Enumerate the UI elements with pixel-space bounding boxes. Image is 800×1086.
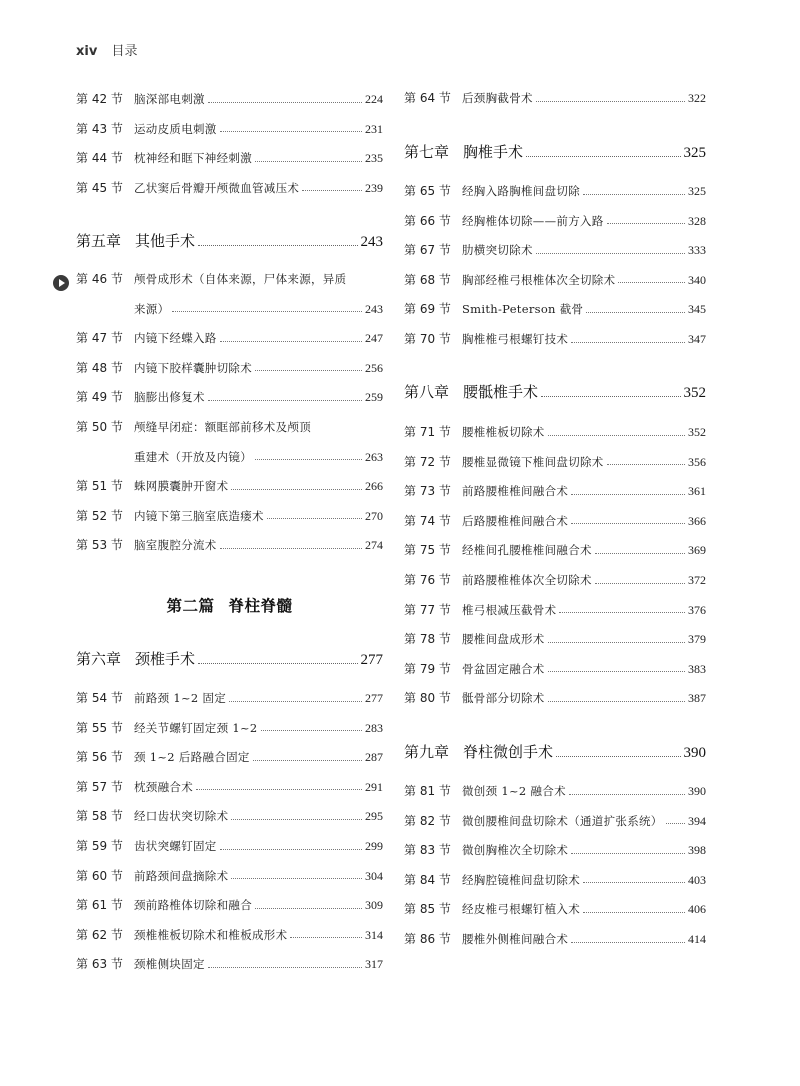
section-number: 第 65 节 xyxy=(404,184,451,198)
section-number: 第 75 节 xyxy=(404,543,451,558)
toc-entry[interactable] xyxy=(404,898,706,920)
toc-entry[interactable] xyxy=(76,805,383,827)
section-title: 颈前路椎体切除和融合 xyxy=(134,898,252,913)
toc-entry[interactable] xyxy=(76,327,383,349)
section-title: 椎弓根减压截骨术 xyxy=(462,602,557,617)
toc-entry[interactable] xyxy=(404,210,706,232)
section-number: 第 50 节 xyxy=(76,420,123,434)
dot-leader xyxy=(571,494,685,495)
toc-entry[interactable] xyxy=(76,534,383,556)
section-number: 第 54 节 xyxy=(76,691,123,705)
section-page: 322 xyxy=(688,91,706,105)
chapter-heading[interactable] xyxy=(76,646,383,672)
dot-leader xyxy=(302,190,362,191)
toc-entry[interactable] xyxy=(404,328,706,350)
section-page: 283 xyxy=(365,720,383,735)
dot-leader xyxy=(267,518,362,519)
section-title: 枕神经和眶下神经刺激 xyxy=(134,151,252,166)
toc-entry[interactable] xyxy=(76,835,383,857)
toc-entry[interactable] xyxy=(76,505,383,527)
toc-entry[interactable] xyxy=(76,298,383,320)
section-page: 379 xyxy=(688,632,706,647)
section-number: 第 58 节 xyxy=(76,809,123,824)
chapter-number: 第五章 xyxy=(76,232,122,250)
toc-entry[interactable] xyxy=(404,180,706,202)
section-page: 372 xyxy=(688,573,706,587)
section-number: 第 64 节 xyxy=(404,91,451,105)
section-title: 经胸椎体切除——前方入路 xyxy=(462,213,604,228)
chapter-title: 脊柱微创手术 xyxy=(463,743,554,761)
toc-entry[interactable] xyxy=(76,88,383,110)
section-title: 腰椎显微镜下椎间盘切除术 xyxy=(462,454,604,469)
section-page: 291 xyxy=(365,779,383,794)
section-page: 263 xyxy=(365,449,383,464)
chapter-number: 第九章 xyxy=(404,743,450,761)
section-page: 274 xyxy=(365,538,383,553)
dot-leader xyxy=(571,342,685,343)
section-page: 333 xyxy=(688,243,706,258)
section-number: 第 85 节 xyxy=(404,902,451,917)
section-page: 235 xyxy=(365,151,383,166)
section-title: 前路腰椎椎间融合术 xyxy=(462,484,569,499)
section-title: 经胸入路胸椎间盘切除 xyxy=(462,184,580,198)
section-title: 脑深部电刺激 xyxy=(134,92,205,106)
section-number: 第 68 节 xyxy=(404,272,451,287)
toc-entry[interactable] xyxy=(404,839,706,861)
dot-leader xyxy=(536,101,685,102)
toc-entry[interactable] xyxy=(76,147,383,169)
play-icon[interactable] xyxy=(53,275,69,291)
section-page: 224 xyxy=(365,92,383,106)
dot-leader xyxy=(208,400,362,401)
running-header xyxy=(76,40,137,59)
section-page: 414 xyxy=(688,932,706,946)
dot-leader xyxy=(255,370,362,371)
toc-entry[interactable] xyxy=(76,894,383,916)
toc-entry[interactable] xyxy=(404,269,706,291)
section-page: 390 xyxy=(688,784,706,798)
section-page: 369 xyxy=(688,543,706,558)
chapter-page: 277 xyxy=(360,652,383,668)
section-page: 347 xyxy=(688,332,706,346)
dot-leader xyxy=(255,161,362,162)
section-number: 第 45 节 xyxy=(76,180,123,195)
section-number: 第 79 节 xyxy=(404,661,451,676)
toc-entry[interactable] xyxy=(404,298,706,320)
dot-leader xyxy=(220,341,362,342)
toc-entry[interactable] xyxy=(404,658,706,680)
toc-entry[interactable] xyxy=(76,865,383,887)
section-title: 齿状突螺钉固定 xyxy=(134,839,217,853)
section-title: 骶骨部分切除术 xyxy=(462,691,545,706)
section-page: 299 xyxy=(365,839,383,853)
section-number: 第 51 节 xyxy=(76,479,123,494)
section-number: 第 49 节 xyxy=(76,390,123,405)
toc-entry[interactable] xyxy=(404,869,706,891)
section-number: 第 47 节 xyxy=(76,331,123,346)
section-page: 247 xyxy=(365,331,383,346)
dot-leader xyxy=(220,849,362,850)
section-number: 第 46 节 xyxy=(76,272,123,286)
section-number: 第 78 节 xyxy=(404,632,451,647)
section-number: 第 70 节 xyxy=(404,332,451,346)
section-page: 256 xyxy=(365,360,383,375)
dot-leader xyxy=(583,912,685,913)
dot-leader xyxy=(536,253,685,254)
section-number: 第 56 节 xyxy=(76,750,123,765)
toc-entry[interactable] xyxy=(76,118,383,140)
dot-leader xyxy=(231,819,362,820)
section-page: 387 xyxy=(688,691,706,706)
toc-entry[interactable] xyxy=(404,451,706,473)
section-title: 颅骨成形术（自体来源，尸体来源，异质 xyxy=(134,272,347,286)
section-number: 第 76 节 xyxy=(404,573,451,587)
section-number: 第 81 节 xyxy=(404,784,451,798)
dot-leader xyxy=(595,583,685,584)
toc-entry[interactable] xyxy=(76,953,383,975)
dot-leader xyxy=(231,489,362,490)
section-number: 第 77 节 xyxy=(404,602,451,617)
header-title: 目录 xyxy=(111,44,138,59)
section-title: 脑室腹腔分流术 xyxy=(134,538,217,553)
dot-leader xyxy=(196,789,362,790)
section-number: 第 69 节 xyxy=(404,302,451,317)
toc-entry[interactable] xyxy=(76,386,383,408)
dot-leader xyxy=(595,553,685,554)
toc-entry[interactable] xyxy=(404,510,706,532)
dot-leader xyxy=(548,671,685,672)
toc-entry[interactable] xyxy=(76,924,383,946)
dot-leader xyxy=(208,967,362,968)
toc-entry[interactable] xyxy=(404,687,706,709)
header-page-number: xiv xyxy=(76,44,98,59)
dot-leader xyxy=(208,102,362,103)
section-title: 内镜下第三脑室底造瘘术 xyxy=(134,508,264,523)
section-title: 内镜下胶样囊肿切除术 xyxy=(134,360,252,375)
section-page: 325 xyxy=(688,184,706,198)
dot-leader xyxy=(548,435,685,436)
section-number: 第 66 节 xyxy=(404,213,451,228)
dot-leader xyxy=(666,823,685,824)
section-number: 第 86 节 xyxy=(404,932,451,946)
dot-leader xyxy=(261,730,362,731)
dot-leader xyxy=(253,760,362,761)
dot-leader xyxy=(229,701,362,702)
part-number: 第二篇 xyxy=(166,597,215,615)
section-number: 第 62 节 xyxy=(76,927,123,942)
section-page: 356 xyxy=(688,454,706,469)
section-title: 重建术（开放及内镜） xyxy=(134,449,252,464)
part-heading xyxy=(76,594,383,616)
section-title: 骨盆固定融合术 xyxy=(462,661,545,676)
section-number: 第 52 节 xyxy=(76,508,123,523)
section-page: 340 xyxy=(688,272,706,287)
section-page: 398 xyxy=(688,843,706,858)
toc-entry[interactable] xyxy=(76,687,383,709)
section-number: 第 67 节 xyxy=(404,243,451,258)
section-page: 231 xyxy=(365,121,383,136)
dot-leader xyxy=(541,396,680,397)
section-page: 270 xyxy=(365,508,383,523)
section-number: 第 80 节 xyxy=(404,691,451,706)
toc-entry[interactable] xyxy=(76,446,383,468)
section-page: 259 xyxy=(365,390,383,405)
section-number: 第 84 节 xyxy=(404,872,451,887)
section-number: 第 61 节 xyxy=(76,898,123,913)
dot-leader xyxy=(548,642,685,643)
section-number: 第 48 节 xyxy=(76,360,123,375)
dot-leader xyxy=(198,663,357,664)
dot-leader xyxy=(198,245,357,246)
section-title: 后路腰椎椎间融合术 xyxy=(462,513,569,528)
section-title: 颅缝早闭症：额眶部前移术及颅顶 xyxy=(134,420,311,434)
section-title: 经皮椎弓根螺钉植入术 xyxy=(462,902,580,917)
section-title: 胸椎椎弓根螺钉技术 xyxy=(462,332,569,346)
dot-leader xyxy=(255,908,362,909)
section-number: 第 73 节 xyxy=(404,484,451,499)
chapter-page: 325 xyxy=(683,145,706,161)
section-number: 第 82 节 xyxy=(404,813,451,828)
section-number: 第 43 节 xyxy=(76,121,123,136)
dot-leader xyxy=(583,194,685,195)
chapter-page: 390 xyxy=(683,745,706,761)
section-page: 366 xyxy=(688,513,706,528)
chapter-title: 腰骶椎手术 xyxy=(463,383,539,401)
dot-leader xyxy=(548,701,685,702)
toc-entry[interactable] xyxy=(76,177,383,199)
section-number: 第 42 节 xyxy=(76,92,123,106)
section-title: 肋横突切除术 xyxy=(462,243,533,258)
section-title: 胸部经椎弓根椎体次全切除术 xyxy=(462,272,616,287)
chapter-number: 第七章 xyxy=(404,143,450,161)
section-number: 第 72 节 xyxy=(404,454,451,469)
section-title: 腰椎外侧椎间融合术 xyxy=(462,932,569,946)
section-title: 前路腰椎椎体次全切除术 xyxy=(462,573,592,587)
section-number: 第 55 节 xyxy=(76,720,123,735)
toc-entry[interactable] xyxy=(404,421,706,443)
section-page: 239 xyxy=(365,180,383,195)
toc-entry[interactable] xyxy=(404,239,706,261)
section-number: 第 63 节 xyxy=(76,957,123,972)
toc-entry[interactable] xyxy=(404,480,706,502)
section-number: 第 71 节 xyxy=(404,425,451,439)
dot-leader xyxy=(172,311,362,312)
chapter-title: 颈椎手术 xyxy=(135,650,196,668)
section-title: 颈椎侧块固定 xyxy=(134,957,205,972)
section-page: 345 xyxy=(688,302,706,317)
section-page: 277 xyxy=(365,691,383,705)
section-title: Smith-Peterson 截骨 xyxy=(462,302,584,317)
toc-entry[interactable] xyxy=(404,539,706,561)
section-page: 295 xyxy=(365,809,383,824)
dot-leader xyxy=(556,756,680,757)
chapter-heading[interactable] xyxy=(404,139,706,165)
dot-leader xyxy=(571,942,685,943)
chapter-number: 第六章 xyxy=(76,650,122,668)
section-number: 第 74 节 xyxy=(404,513,451,528)
section-title: 乙状窦后骨瓣开颅微血管减压术 xyxy=(134,180,300,195)
section-title: 颈椎椎板切除术和椎板成形术 xyxy=(134,927,288,942)
section-title: 后颈胸截骨术 xyxy=(462,91,533,105)
section-title: 经口齿状突切除术 xyxy=(134,809,229,824)
dot-leader xyxy=(569,794,685,795)
chapter-title: 其他手术 xyxy=(135,232,196,250)
section-page: 328 xyxy=(688,213,706,228)
toc-entry[interactable] xyxy=(76,416,383,438)
dot-leader xyxy=(607,464,685,465)
dot-leader xyxy=(220,548,362,549)
section-title: 前路颈间盘摘除术 xyxy=(134,868,229,883)
section-title: 经椎间孔腰椎椎间融合术 xyxy=(462,543,592,558)
dot-leader xyxy=(586,312,685,313)
dot-leader xyxy=(526,156,680,157)
dot-leader xyxy=(571,523,685,524)
section-title: 前路颈 1~2 固定 xyxy=(134,691,227,705)
chapter-number: 第八章 xyxy=(404,383,450,401)
section-title: 微创胸椎次全切除术 xyxy=(462,843,569,858)
dot-leader xyxy=(559,612,685,613)
section-title: 经关节螺钉固定颈 1~2 xyxy=(134,720,258,735)
section-page: 361 xyxy=(688,484,706,499)
part-title: 脊柱脊髓 xyxy=(228,597,293,615)
toc-entry[interactable] xyxy=(76,268,383,290)
section-title: 经胸腔镜椎间盘切除术 xyxy=(462,872,580,887)
section-title: 颈 1~2 后路融合固定 xyxy=(134,750,250,765)
toc-entry[interactable] xyxy=(76,746,383,768)
section-number: 第 83 节 xyxy=(404,843,451,858)
toc-entry[interactable] xyxy=(76,776,383,798)
section-page: 314 xyxy=(365,927,383,942)
toc-entry[interactable] xyxy=(76,357,383,379)
dot-leader xyxy=(220,131,362,132)
toc-entry[interactable] xyxy=(404,928,706,950)
section-number: 第 60 节 xyxy=(76,868,123,883)
section-title: 脑膨出修复术 xyxy=(134,390,205,405)
section-number: 第 44 节 xyxy=(76,151,123,166)
section-page: 243 xyxy=(365,301,383,316)
toc-entry[interactable] xyxy=(404,628,706,650)
section-title: 微创腰椎间盘切除术（通道扩张系统） xyxy=(462,813,663,828)
section-number: 第 59 节 xyxy=(76,839,123,853)
dot-leader xyxy=(571,853,685,854)
section-page: 317 xyxy=(365,957,383,972)
toc-entry[interactable] xyxy=(404,599,706,621)
section-title: 微创颈 1~2 融合术 xyxy=(462,784,566,798)
section-title: 腰椎间盘成形术 xyxy=(462,632,545,647)
chapter-page: 243 xyxy=(360,234,383,250)
toc-entry[interactable] xyxy=(404,87,706,109)
chapter-page: 352 xyxy=(683,385,706,401)
section-number: 第 57 节 xyxy=(76,779,123,794)
toc-entry[interactable] xyxy=(404,810,706,832)
section-title: 蛛网膜囊肿开窗术 xyxy=(134,479,229,494)
section-title: 腰椎椎板切除术 xyxy=(462,425,545,439)
toc-entry[interactable] xyxy=(76,717,383,739)
section-page: 352 xyxy=(688,425,706,439)
dot-leader xyxy=(255,459,362,460)
chapter-heading[interactable] xyxy=(404,379,706,405)
section-title: 运动皮质电刺激 xyxy=(134,121,217,136)
section-title: 内镜下经蝶入路 xyxy=(134,331,217,346)
section-page: 376 xyxy=(688,602,706,617)
section-page: 309 xyxy=(365,898,383,913)
chapter-title: 胸椎手术 xyxy=(463,143,524,161)
section-title: 枕颈融合术 xyxy=(134,779,193,794)
section-page: 406 xyxy=(688,902,706,917)
dot-leader xyxy=(231,878,362,879)
chapter-heading[interactable] xyxy=(404,739,706,765)
section-page: 287 xyxy=(365,750,383,765)
dot-leader xyxy=(290,937,362,938)
section-page: 304 xyxy=(365,868,383,883)
dot-leader xyxy=(618,282,685,283)
toc-entry[interactable] xyxy=(404,569,706,591)
dot-leader xyxy=(583,882,685,883)
chapter-heading[interactable] xyxy=(76,228,383,254)
toc-entry[interactable] xyxy=(404,780,706,802)
section-page: 383 xyxy=(688,661,706,676)
section-number: 第 53 节 xyxy=(76,538,123,553)
toc-entry[interactable] xyxy=(76,475,383,497)
section-page: 266 xyxy=(365,479,383,494)
dot-leader xyxy=(607,223,685,224)
section-title: 来源） xyxy=(134,301,170,316)
section-page: 394 xyxy=(688,813,706,828)
section-page: 403 xyxy=(688,872,706,887)
